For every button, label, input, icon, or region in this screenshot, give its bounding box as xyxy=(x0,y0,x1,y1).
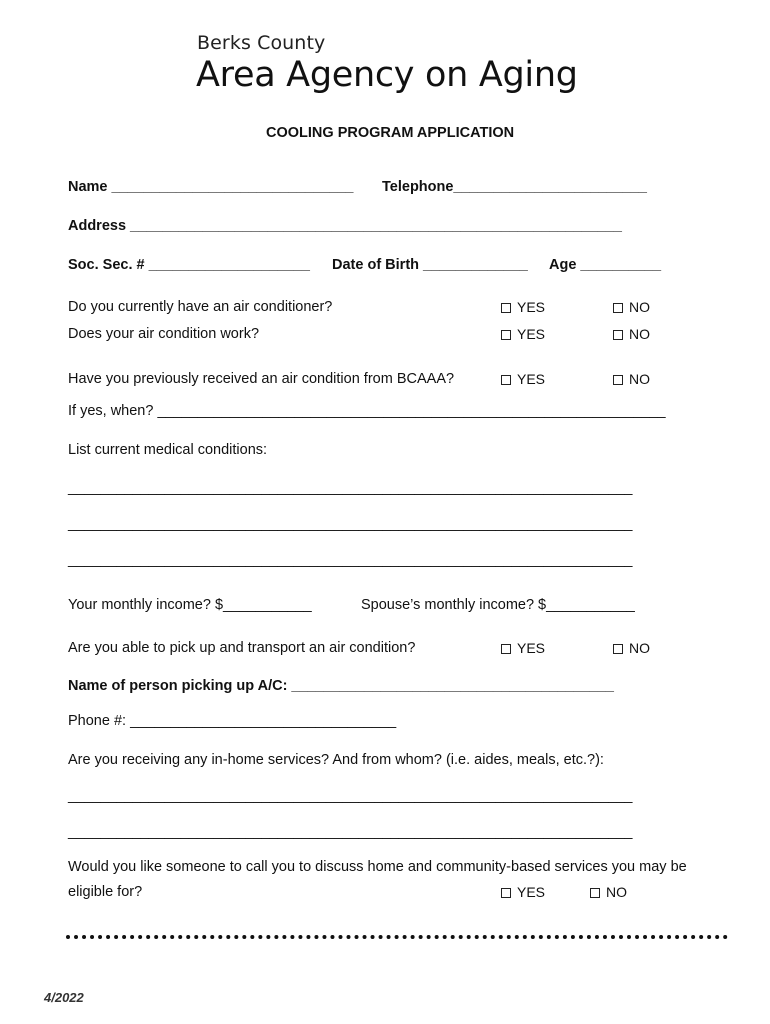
transport-no-checkbox[interactable] xyxy=(613,640,650,656)
yes-label: YES xyxy=(517,326,546,342)
checkbox-icon xyxy=(501,330,511,340)
has-ac-yes-checkbox[interactable] xyxy=(501,299,545,315)
dotted-divider xyxy=(66,935,728,939)
form-title: COOLING PROGRAM APPLICATION xyxy=(266,125,515,141)
medical-conditions-line-3[interactable]: ______________________________________________________________________ xyxy=(68,552,633,568)
medical-conditions-label: List current medical conditions: xyxy=(68,442,268,458)
address-field[interactable]: Address _____________________________________________________________ xyxy=(68,218,622,234)
medical-conditions-line-2[interactable]: ______________________________________________________________________ xyxy=(68,516,633,532)
spouse-income-field[interactable]: Spouse’s monthly income? $___________ xyxy=(361,597,635,613)
ac-works-yes-checkbox[interactable] xyxy=(501,326,545,342)
org-name-small: Berks County xyxy=(197,32,326,54)
question-has-ac: Do you currently have an air conditioner? xyxy=(68,299,333,315)
ac-works-no-checkbox[interactable] xyxy=(613,326,650,342)
org-name-large: Area Agency on Aging xyxy=(196,55,578,95)
checkbox-icon xyxy=(501,644,511,654)
no-label: NO xyxy=(629,326,650,342)
checkbox-icon xyxy=(613,375,623,385)
previously-received-no-checkbox[interactable] xyxy=(613,371,650,387)
no-label: NO xyxy=(629,371,650,387)
yes-label: YES xyxy=(517,371,546,387)
age-field[interactable]: Age __________ xyxy=(549,257,662,273)
call-request-question-cont: eligible for? xyxy=(68,884,143,900)
checkbox-icon xyxy=(590,888,600,898)
phone-field[interactable]: Phone #: _________________________________ xyxy=(68,713,397,729)
name-field[interactable]: Name ______________________________ xyxy=(68,179,354,195)
yes-label: YES xyxy=(517,884,546,900)
question-ac-works: Does your air condition work? xyxy=(68,326,260,342)
no-label: NO xyxy=(629,640,650,656)
previously-received-yes-checkbox[interactable] xyxy=(501,371,545,387)
yes-label: YES xyxy=(517,640,546,656)
ssn-field[interactable]: Soc. Sec. # ____________________ xyxy=(68,257,310,273)
checkbox-icon xyxy=(613,303,623,313)
checkbox-icon xyxy=(501,303,511,313)
medical-conditions-line-1[interactable]: ______________________________________________________________________ xyxy=(68,480,633,496)
call-request-question: Would you like someone to call you to discuss home and community-based services you may be xyxy=(68,859,687,875)
in-home-services-line-1[interactable]: ______________________________________________________________________ xyxy=(68,788,633,804)
yes-label: YES xyxy=(517,299,546,315)
in-home-services-label: Are you receiving any in-home services? And from whom? (i.e. aides, meals, etc.?): xyxy=(68,752,604,768)
checkbox-icon xyxy=(613,330,623,340)
checkbox-icon xyxy=(501,888,511,898)
dob-field[interactable]: Date of Birth _____________ xyxy=(332,257,528,273)
in-home-services-line-2[interactable]: ______________________________________________________________________ xyxy=(68,824,633,840)
pickup-person-field[interactable]: Name of person picking up A/C: ________________________________________ xyxy=(68,678,614,694)
question-previously-received: Have you previously received an air condition from BCAAA? xyxy=(68,371,455,387)
form-date: 4/2022 xyxy=(44,990,84,1005)
checkbox-icon xyxy=(613,644,623,654)
no-label: NO xyxy=(629,299,650,315)
has-ac-no-checkbox[interactable] xyxy=(613,299,650,315)
transport-yes-checkbox[interactable] xyxy=(501,640,545,656)
call-request-no-checkbox[interactable] xyxy=(590,884,627,900)
monthly-income-field[interactable]: Your monthly income? $___________ xyxy=(68,597,312,613)
no-label: NO xyxy=(606,884,627,900)
question-transport: Are you able to pick up and transport an air condition? xyxy=(68,640,416,656)
if-yes-when-field[interactable]: If yes, when? _______________________________________________________________ xyxy=(68,403,666,419)
call-request-yes-checkbox[interactable] xyxy=(501,884,545,900)
checkbox-icon xyxy=(501,375,511,385)
telephone-field[interactable]: Telephone________________________ xyxy=(382,179,647,195)
